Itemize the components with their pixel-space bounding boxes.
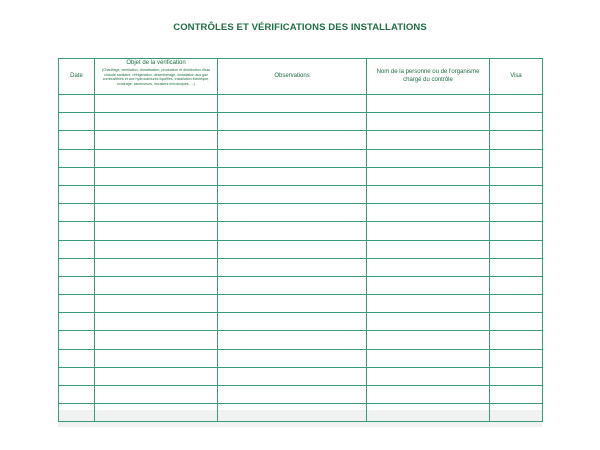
cell-observations[interactable] [218,331,367,349]
cell-objet[interactable] [95,295,218,313]
cell-observations[interactable] [218,295,367,313]
header-objet [95,59,218,95]
table-row [59,313,543,331]
cell-nom[interactable] [367,404,490,422]
cell-date[interactable] [59,367,95,385]
cell-observations[interactable] [218,240,367,258]
cell-observations[interactable] [218,167,367,185]
cell-nom[interactable] [367,204,490,222]
cell-nom[interactable] [367,95,490,113]
inspection-log-table [58,58,543,422]
cell-observations[interactable] [218,404,367,422]
cell-date[interactable] [59,95,95,113]
cell-nom[interactable] [367,185,490,203]
table-row [59,404,543,422]
table-row [59,386,543,404]
cell-objet[interactable] [95,349,218,367]
cell-date[interactable] [59,295,95,313]
cell-date[interactable] [59,149,95,167]
table-row [59,222,543,240]
table-row [59,349,543,367]
cell-nom[interactable] [367,367,490,385]
cell-visa[interactable] [490,149,543,167]
cell-date[interactable] [59,331,95,349]
cell-nom[interactable] [367,149,490,167]
cell-objet[interactable] [95,240,218,258]
cell-objet[interactable] [95,404,218,422]
cell-observations[interactable] [218,185,367,203]
table-row [59,185,543,203]
cell-nom[interactable] [367,386,490,404]
cell-objet[interactable] [95,185,218,203]
header-date: Date [59,59,95,95]
cell-nom[interactable] [367,295,490,313]
header-objet-title: Objet de la vérification [126,60,186,66]
cell-objet[interactable] [95,95,218,113]
cell-nom[interactable] [367,258,490,276]
cell-observations[interactable] [218,313,367,331]
cell-objet[interactable] [95,167,218,185]
table-row [59,149,543,167]
cell-objet[interactable] [95,131,218,149]
cell-date[interactable] [59,131,95,149]
cell-objet[interactable] [95,149,218,167]
header-visa: Visa [490,59,543,95]
cell-date[interactable] [59,349,95,367]
cell-objet[interactable] [95,331,218,349]
cell-visa[interactable] [490,331,543,349]
cell-observations[interactable] [218,204,367,222]
cell-date[interactable] [59,222,95,240]
cell-visa[interactable] [490,367,543,385]
table-row [59,204,543,222]
cell-visa[interactable] [490,276,543,294]
table-row [59,331,543,349]
cell-visa[interactable] [490,386,543,404]
cell-objet[interactable] [95,222,218,240]
header-objet-subtitle: (Chauffage, ventilation, climatisation, production et distribution d'eau chaude sanitaire, réfrigération, désenfumage, installation aux gaz combustibles et aux hydrocarbures liquéfiés, installation électrique, éclairage, ascenseurs, escaliers mécaniques, ...) [101,68,211,86]
header-observations: Observations [218,59,367,95]
cell-observations[interactable] [218,349,367,367]
cell-visa[interactable] [490,313,543,331]
cell-observations[interactable] [218,276,367,294]
cell-nom[interactable] [367,349,490,367]
cell-observations[interactable] [218,95,367,113]
cell-observations[interactable] [218,113,367,131]
cell-date[interactable] [59,204,95,222]
cell-visa[interactable] [490,113,543,131]
cell-objet[interactable] [95,313,218,331]
cell-date[interactable] [59,185,95,203]
table-row [59,95,543,113]
cell-observations[interactable] [218,149,367,167]
table-row [59,276,543,294]
cell-observations[interactable] [218,258,367,276]
table-row [59,295,543,313]
cell-nom[interactable] [367,167,490,185]
cell-visa[interactable] [490,185,543,203]
cell-nom[interactable] [367,331,490,349]
cell-objet[interactable] [95,204,218,222]
cell-visa[interactable] [490,204,543,222]
cell-visa[interactable] [490,240,543,258]
table-row [59,240,543,258]
header-nom: Nom de la personne ou de l'organisme chargé du contrôle [367,59,490,95]
table-row [59,131,543,149]
cell-date[interactable] [59,240,95,258]
cell-visa[interactable] [490,295,543,313]
table-row [59,367,543,385]
cell-objet[interactable] [95,258,218,276]
cell-nom[interactable] [367,222,490,240]
cell-observations[interactable] [218,131,367,149]
cell-visa[interactable] [490,222,543,240]
cell-observations[interactable] [218,222,367,240]
cell-visa[interactable] [490,131,543,149]
cell-objet[interactable] [95,386,218,404]
cell-date[interactable] [59,386,95,404]
cell-nom[interactable] [367,313,490,331]
cell-visa[interactable] [490,167,543,185]
cell-observations[interactable] [218,367,367,385]
cell-visa[interactable] [490,349,543,367]
cell-objet[interactable] [95,367,218,385]
table-row [59,113,543,131]
cell-nom[interactable] [367,276,490,294]
cell-objet[interactable] [95,276,218,294]
cell-date[interactable] [59,167,95,185]
cell-observations[interactable] [218,386,367,404]
cell-date[interactable] [59,313,95,331]
cell-date[interactable] [59,113,95,131]
cell-nom[interactable] [367,240,490,258]
cell-date[interactable] [59,258,95,276]
table-header-row [59,59,543,95]
cell-nom[interactable] [367,131,490,149]
cell-visa[interactable] [490,404,543,422]
cell-visa[interactable] [490,258,543,276]
table-row [59,167,543,185]
cell-nom[interactable] [367,113,490,131]
page-title: CONTRÔLES ET VÉRIFICATIONS DES INSTALLATIONS [173,22,427,33]
cell-objet[interactable] [95,113,218,131]
cell-date[interactable] [59,404,95,422]
cell-date[interactable] [59,276,95,294]
table-row [59,258,543,276]
cell-visa[interactable] [490,95,543,113]
table-body [59,95,543,422]
